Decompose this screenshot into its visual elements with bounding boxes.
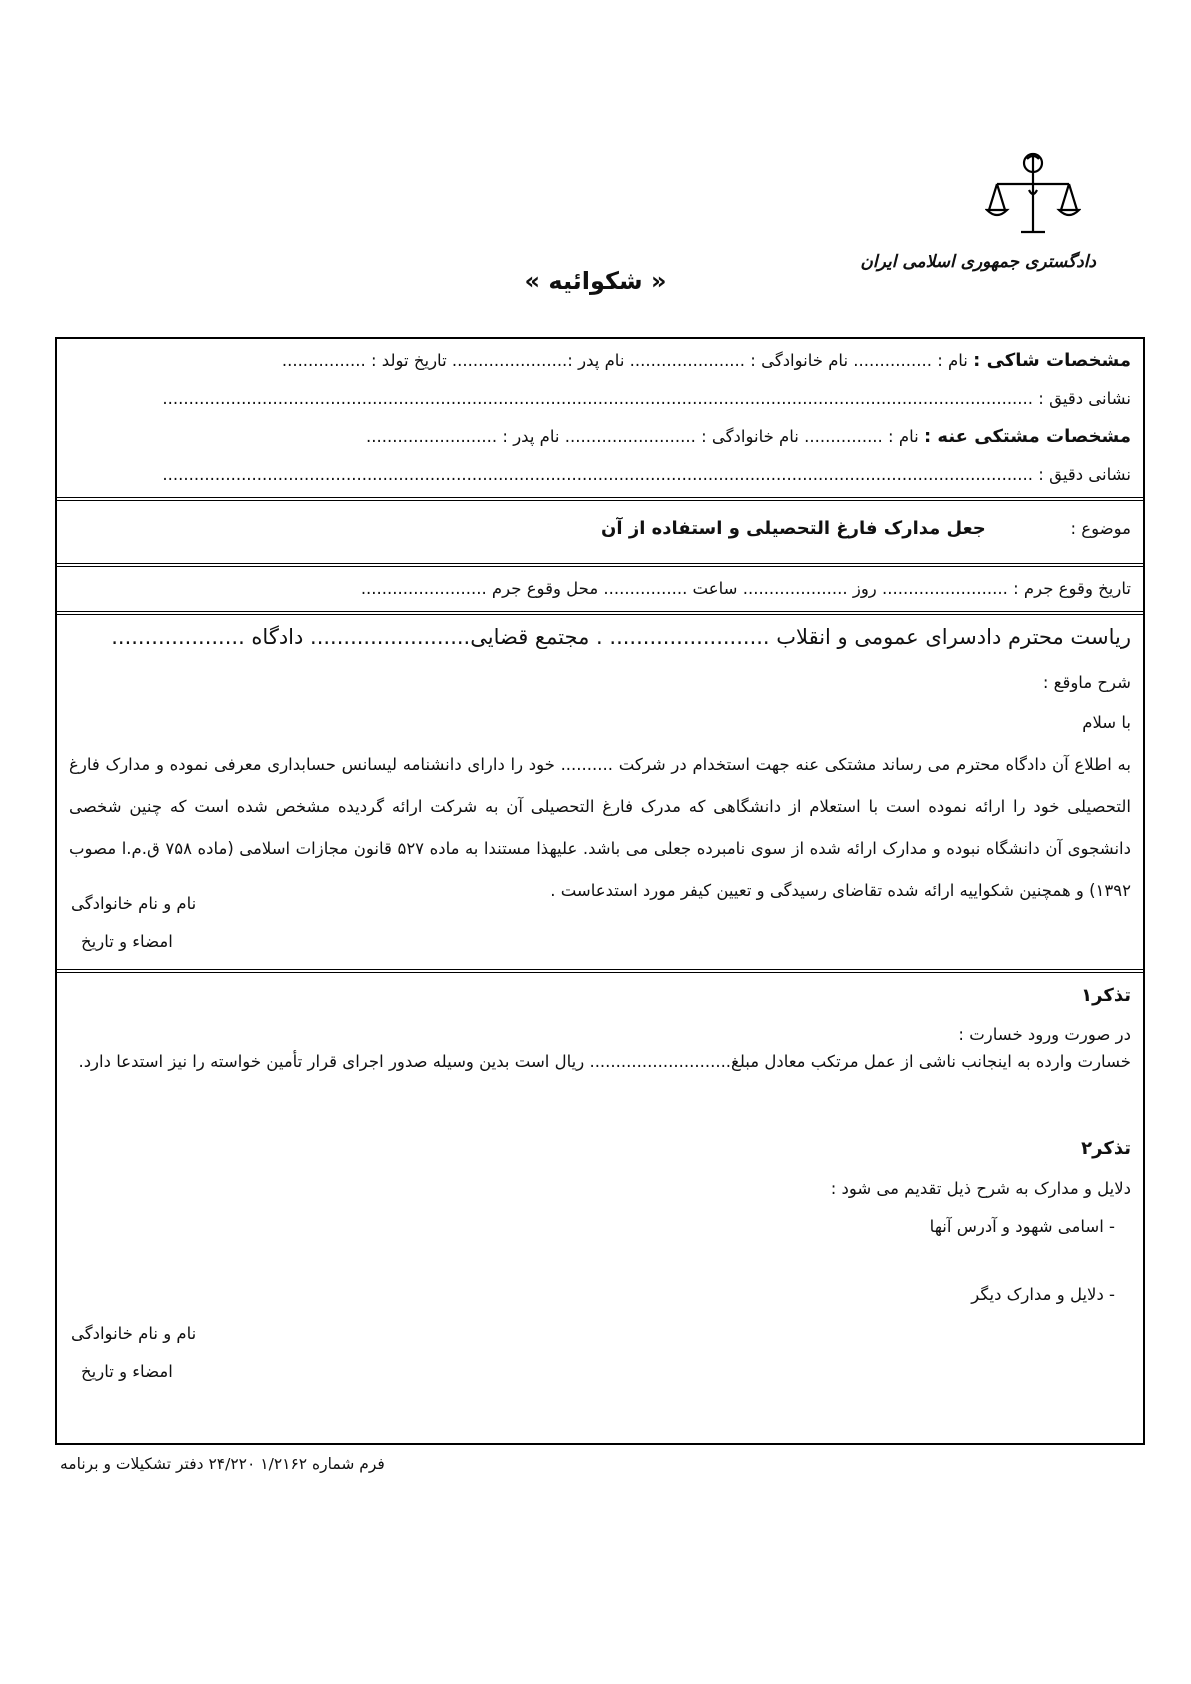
note-1-heading — [69, 984, 1131, 1008]
signature-sign-1: امضاء و تاریخ — [81, 932, 173, 951]
divider — [57, 611, 1143, 615]
signature-name-2: نام و نام خانوادگی — [71, 1324, 197, 1343]
accused-address: نشانی دقیق : ...................................................................................................................................................................... — [162, 465, 1131, 484]
note-1-text: خسارت وارده به اینجانب ناشی از عمل مرتکب معادل مبلغ........................... ریال است بدین وسیله صدور اجرای قرار تأمین خواسته را نیز استدعا دارد. — [78, 1052, 1131, 1071]
note-2-item-1: - اسامی شهود و آدرس آنها — [929, 1217, 1115, 1236]
complainant-fields: نام : ............... نام خانوادگی : ...................... نام پدر :...................... تاریخ تولد : ................ — [281, 351, 968, 370]
divider — [57, 969, 1143, 973]
crime-time-row: تاریخ وقوع جرم : ........................ روز .................... ساعت ................ محل وقوع جرم ........................ — [360, 579, 1131, 598]
divider — [57, 497, 1143, 501]
note-2-intro: دلایل و مدارک به شرح ذیل تقدیم می شود : — [830, 1179, 1131, 1198]
note-2-heading — [69, 1137, 1131, 1161]
document-title: « شکوائیه » — [524, 267, 667, 295]
greeting: با سلام — [1082, 713, 1131, 732]
accused-row — [69, 425, 1131, 449]
complaint-paragraph: به اطلاع آن دادگاه محترم می رساند مشتکی عنه جهت استخدام در شرکت .......... خود را دارای دانشنامه لیسانس حسابداری معرفی نموده و مدارک فارغ التحصیلی خود را ارائه نموده است با استعلام از دانشگاهی که مدرک فارغ التحصیلی آن به شرکت ارائه گردیده مشخص شده است که چنین شخصی دانشجوی آن دانشگاه نبوده و مدارک ارائه شده از سوی نامبرده جعلی می باشد. علیهذا مستندا به ماده ۵۲۷ قانون مجازات اسلامی (ماده ۷۵۸ ق.م.ا مصوب ۱۳۹۲) و همچنین شکواییه ارائه شده تقاضای رسیدگی و تعیین کیفر مورد استدعاست . — [69, 755, 1131, 900]
judiciary-emblem-icon — [985, 150, 1081, 240]
note-2-item-2: - دلایل و مدارک دیگر — [971, 1285, 1115, 1304]
note-2-title: تذکر۲ — [1081, 1138, 1131, 1159]
form-frame — [55, 337, 1145, 1445]
complainant-heading: مشخصات شاکی : — [973, 350, 1131, 371]
description-label: شرح ماوقع : — [1042, 673, 1131, 692]
ministry-name: دادگستری جمهوری اسلامی ایران — [860, 252, 1096, 272]
divider — [57, 563, 1143, 567]
note-1-title: تذکر۱ — [1081, 985, 1131, 1006]
form-number-footer: فرم شماره ۱/۲۱۶۲ ۲۴/۲۲۰ دفتر تشکیلات و برنامه — [60, 1455, 385, 1473]
accused-heading: مشخصات مشتکی عنه : — [923, 426, 1131, 447]
addressee-line: ریاست محترم دادسرای عمومی و انقلاب ........................ . مجتمع قضایی........................ دادگاه .................... — [111, 625, 1131, 649]
signature-name-1: نام و نام خانوادگی — [71, 894, 197, 913]
subject-row — [69, 517, 1131, 541]
signature-sign-2: امضاء و تاریخ — [81, 1362, 173, 1381]
note-1-condition: در صورت ورود خسارت : — [958, 1025, 1131, 1044]
accused-fields: نام : ............... نام خانوادگی : ......................... نام پدر : ......................... — [366, 427, 919, 446]
subject-label: موضوع : — [1070, 519, 1131, 538]
subject-value: جعل مدارک فارغ التحصیلی و استفاده از آن — [601, 518, 986, 539]
complainant-row — [69, 349, 1131, 373]
complainant-address: نشانی دقیق : ...................................................................................................................................................................... — [162, 389, 1131, 408]
